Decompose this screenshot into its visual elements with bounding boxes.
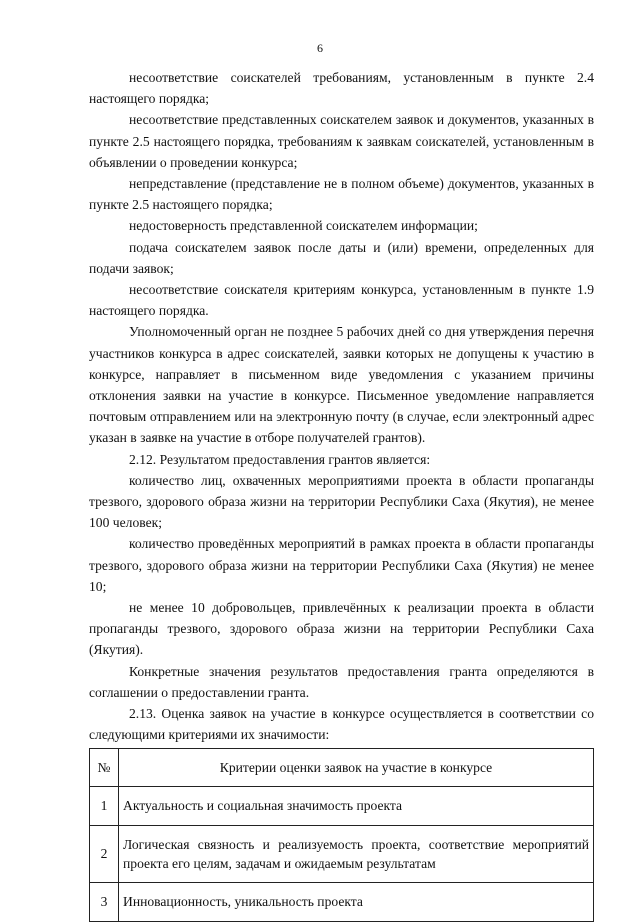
paragraph: непредставление (представление не в полном объеме) документов, указанных в пункте 2.5 настоящего порядка;: [89, 176, 594, 213]
document-body: [89, 67, 594, 922]
paragraph: количество лиц, охваченных мероприятиями проекта в области пропаганды трезвого, здорового образа жизни на территории Республики Саха (Якутия), не менее 100 человек;: [89, 472, 594, 531]
row-criterion-cell: Логическая связность и реализуемость проекта, соответствие мероприятий проекта его целям, задачам и ожидаемым результатам: [119, 825, 594, 882]
paragraph: Конкретные значения результатов предоставления гранта определяются в соглашении о предоставлении гранта.: [89, 663, 594, 700]
row-criterion-cell: Инновационность, уникальность проекта: [119, 882, 594, 921]
table-row: [90, 825, 594, 882]
header-num-cell: №: [90, 748, 119, 786]
row-num-cell: 1: [90, 786, 119, 825]
table-header-row: [90, 748, 594, 786]
row-num-cell: 2: [90, 825, 119, 882]
paragraph: несоответствие соискателей требованиям, установленным в пункте 2.4 настоящего порядка;: [89, 70, 594, 107]
row-num-cell: 3: [90, 882, 119, 921]
paragraph: недостоверность представленной соискателем информации;: [129, 218, 478, 234]
section-heading-2-12: 2.12. Результатом предоставления грантов является:: [129, 451, 431, 467]
criteria-table: [89, 748, 594, 922]
page-number: 6: [317, 41, 323, 55]
table-row: [90, 786, 594, 825]
table-row: [90, 882, 594, 921]
paragraph: Уполномоченный орган не позднее 5 рабочих дней со дня утверждения перечня участников конкурса в адрес соискателей, заявки которых не допущены к участию в конкурсе, направляет в письменном виде уведомления с указанием причины отклонения заявки на участие в конкурсе. Письменное уведомление направляется почтовым отправлением или на электронную почту (в случае, если электронный адрес указан в заявке на участие в отборе получателей грантов).: [89, 324, 594, 446]
paragraph: несоответствие соискателя критериям конкурса, установленным в пункте 1.9 настоящего порядка.: [89, 282, 594, 319]
header-criterion-cell: Критерии оценки заявок на участие в конкурсе: [119, 748, 594, 786]
paragraph: количество проведённых мероприятий в рамках проекта в области пропаганды трезвого, здорового образа жизни на территории Республики Саха (Якутия) не менее 10;: [89, 536, 594, 594]
paragraph: подача соискателем заявок после даты и (или) времени, определенных для подачи заявок;: [89, 239, 594, 276]
section-heading-2-13: 2.13. Оценка заявок на участие в конкурсе осуществляется в соответствии со следующими критериями их значимости:: [89, 706, 594, 743]
paragraph: несоответствие представленных соискателем заявок и документов, указанных в пункте 2.5 настоящего порядка, требованиям к заявкам соискателей, установленным в объявлении о проведении конкурса;: [89, 112, 594, 170]
paragraph: не менее 10 добровольцев, привлечённых к реализации проекта в области пропаганды трезвого, здорового образа жизни на территории Республики Саха (Якутия).: [89, 600, 594, 658]
row-criterion-cell: Актуальность и социальная значимость проекта: [119, 786, 594, 825]
